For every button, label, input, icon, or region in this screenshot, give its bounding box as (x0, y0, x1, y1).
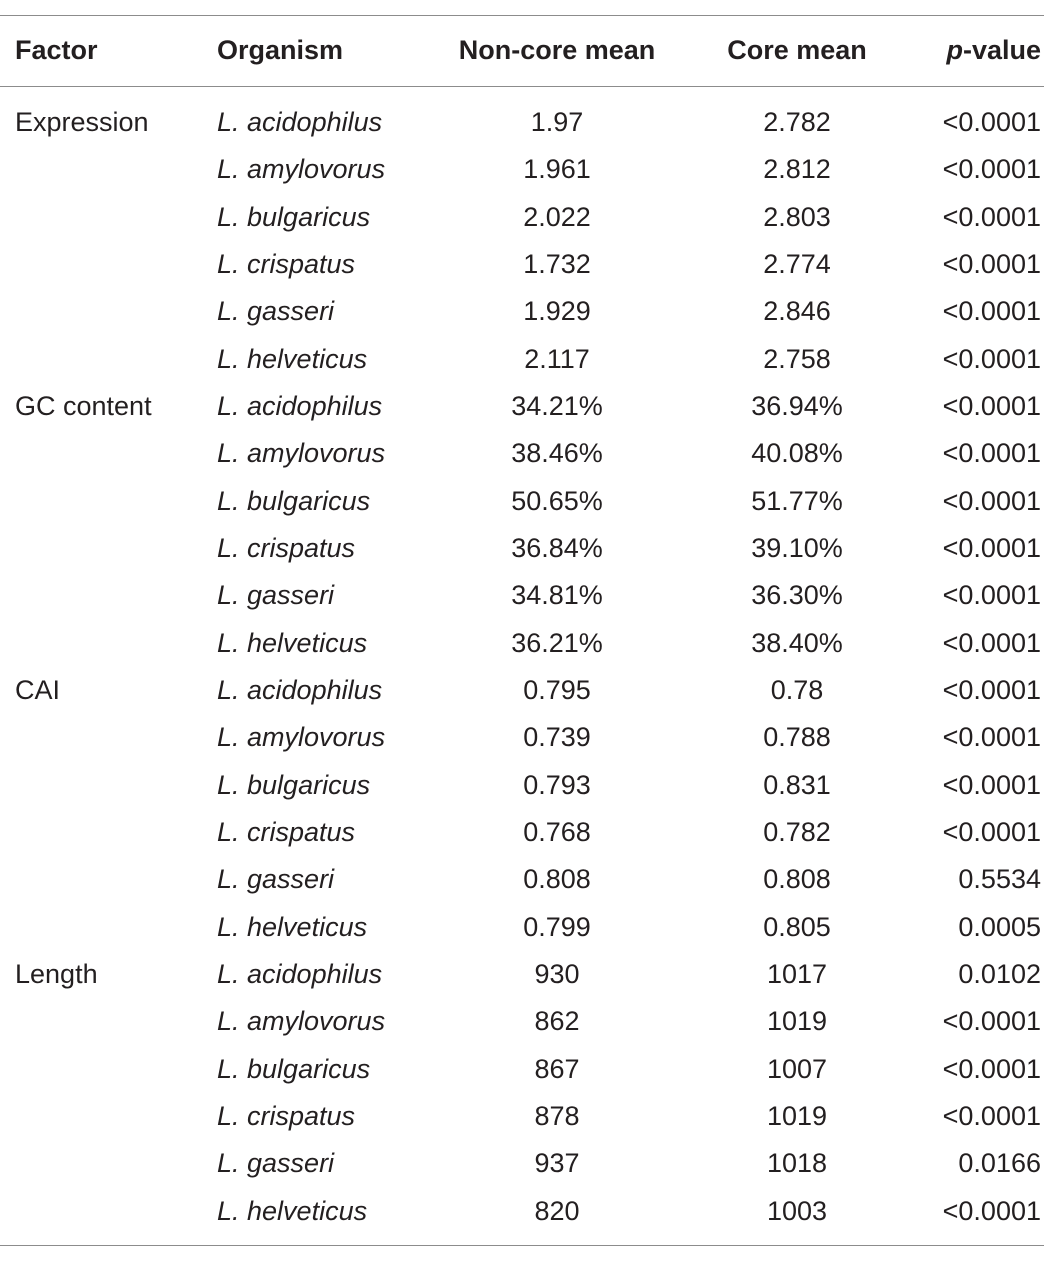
core-mean-cell: 2.803 (763, 201, 831, 232)
core-mean-cell: 38.40% (751, 627, 843, 658)
noncore-mean-cell: 0.799 (523, 911, 591, 942)
organism-cell: L. helveticus (217, 1195, 368, 1226)
organism-cell: L. acidophilus (217, 390, 383, 421)
noncore-mean-cell: 862 (534, 1006, 580, 1037)
noncore-mean-cell: 878 (534, 1100, 580, 1131)
factor-cell: Length (15, 958, 98, 989)
p-value-cell: <0.0001 (942, 1053, 1041, 1084)
noncore-mean-cell: 0.808 (523, 864, 591, 895)
noncore-mean-cell: 36.21% (511, 627, 603, 658)
organism-cell: L. amylovorus (217, 438, 386, 469)
p-value-cell: <0.0001 (942, 201, 1041, 232)
table-row (0, 1093, 1059, 1140)
p-value-cell: <0.0001 (942, 1006, 1041, 1037)
table-row (0, 478, 1059, 525)
core-mean-cell: 0.788 (763, 722, 831, 753)
core-mean-cell: 51.77% (751, 485, 843, 516)
organism-cell: L. helveticus (217, 911, 368, 942)
core-mean-cell: 2.774 (763, 248, 831, 279)
organism-cell: L. bulgaricus (217, 485, 371, 516)
factor-cell: Expression (15, 107, 149, 137)
table-row (0, 1188, 1059, 1235)
core-mean-cell: 0.805 (763, 911, 831, 942)
header-p-suffix: -value (962, 35, 1041, 65)
header-p-letter: p (946, 35, 963, 65)
noncore-mean-cell: 34.81% (511, 580, 603, 611)
p-value-cell: <0.0001 (942, 722, 1041, 753)
p-value-cell: <0.0001 (942, 390, 1041, 421)
header-core-mean: Core mean (727, 35, 867, 65)
p-value-cell: 0.0102 (958, 958, 1041, 989)
table-row (0, 904, 1059, 951)
organism-cell: L. gasseri (217, 296, 335, 327)
core-mean-cell: 1019 (766, 1100, 828, 1131)
noncore-mean-cell: 930 (534, 958, 580, 989)
header-factor: Factor (15, 35, 98, 65)
table-header-row (0, 27, 1059, 74)
core-mean-cell: 2.758 (763, 343, 831, 374)
noncore-mean-cell: 867 (534, 1053, 580, 1084)
core-mean-cell: 1018 (766, 1148, 828, 1179)
core-mean-cell: 2.782 (763, 107, 831, 137)
table-row (0, 856, 1059, 903)
noncore-mean-cell: 2.117 (524, 343, 590, 374)
organism-cell: L. helveticus (217, 343, 368, 374)
table-row (0, 998, 1059, 1045)
core-mean-cell: 40.08% (751, 438, 843, 469)
organism-cell: L. bulgaricus (217, 201, 371, 232)
table-row (0, 714, 1059, 761)
p-value-cell: <0.0001 (942, 580, 1041, 611)
noncore-mean-cell: 2.022 (523, 201, 591, 232)
organism-cell: L. acidophilus (217, 674, 383, 705)
core-mean-cell: 1003 (766, 1195, 828, 1226)
organism-cell: L. crispatus (217, 1100, 356, 1131)
table-row (0, 241, 1059, 288)
core-mean-cell: 36.94% (751, 390, 843, 421)
p-value-cell: <0.0001 (942, 674, 1041, 705)
core-mean-cell: 1019 (766, 1006, 828, 1037)
header-noncore-mean: Non-core mean (458, 35, 656, 65)
p-value-cell: <0.0001 (942, 532, 1041, 563)
p-value-cell: 0.5534 (958, 864, 1041, 895)
table-row (0, 525, 1059, 572)
p-value-cell: <0.0001 (942, 438, 1041, 469)
p-value-cell: <0.0001 (942, 154, 1041, 185)
table-row (0, 762, 1059, 809)
p-value-cell: <0.0001 (942, 816, 1041, 847)
organism-cell: L. amylovorus (217, 154, 386, 185)
table-row (0, 99, 1059, 146)
noncore-mean-cell: 1.97 (530, 107, 584, 137)
core-mean-cell: 2.846 (763, 296, 831, 327)
table-row (0, 430, 1059, 477)
organism-cell: L. bulgaricus (217, 769, 371, 800)
table-row (0, 336, 1059, 383)
organism-cell: L. bulgaricus (217, 1053, 371, 1084)
table-header-rule (0, 86, 1044, 87)
core-mean-cell: 36.30% (751, 580, 843, 611)
table-row (0, 951, 1059, 998)
core-mean-cell: 39.10% (751, 532, 843, 563)
organism-cell: L. gasseri (217, 1148, 335, 1179)
noncore-mean-cell: 1.929 (523, 296, 591, 327)
table-row (0, 1140, 1059, 1187)
organism-cell: L. acidophilus (217, 107, 383, 137)
header-organism: Organism (217, 35, 344, 65)
p-value-cell: 0.0005 (958, 911, 1041, 942)
organism-cell: L. crispatus (217, 816, 356, 847)
organism-cell: L. crispatus (217, 248, 356, 279)
core-mean-cell: 0.782 (763, 816, 831, 847)
noncore-mean-cell: 34.21% (511, 390, 603, 421)
table-top-rule (0, 15, 1044, 16)
p-value-cell: <0.0001 (942, 627, 1041, 658)
table-row (0, 809, 1059, 856)
core-mean-cell: 0.78 (770, 674, 824, 705)
organism-cell: L. gasseri (217, 580, 335, 611)
organism-cell: L. acidophilus (217, 958, 383, 989)
table-row (0, 383, 1059, 430)
factor-cell: CAI (15, 674, 61, 705)
table-row (0, 667, 1059, 714)
noncore-mean-cell: 937 (534, 1148, 580, 1179)
core-mean-cell: 0.831 (763, 769, 831, 800)
table-row (0, 288, 1059, 335)
p-value-cell: 0.0166 (958, 1148, 1041, 1179)
table-row (0, 1046, 1059, 1093)
p-value-cell: <0.0001 (942, 769, 1041, 800)
core-mean-cell: 1017 (766, 958, 828, 989)
organism-cell: L. gasseri (217, 864, 335, 895)
noncore-mean-cell: 50.65% (511, 485, 603, 516)
noncore-mean-cell: 0.795 (523, 674, 591, 705)
noncore-mean-cell: 38.46% (511, 438, 603, 469)
table-row (0, 146, 1059, 193)
noncore-mean-cell: 820 (534, 1195, 580, 1226)
table-row (0, 572, 1059, 619)
core-mean-cell: 1007 (766, 1053, 828, 1084)
table-bottom-rule (0, 1245, 1044, 1246)
p-value-cell: <0.0001 (942, 296, 1041, 327)
noncore-mean-cell: 1.732 (523, 248, 591, 279)
p-value-cell: <0.0001 (942, 248, 1041, 279)
p-value-cell: <0.0001 (942, 485, 1041, 516)
table-row (0, 194, 1059, 241)
organism-cell: L. amylovorus (217, 722, 386, 753)
noncore-mean-cell: 0.793 (523, 769, 591, 800)
organism-cell: L. helveticus (217, 627, 368, 658)
header-p-value (946, 27, 1041, 74)
core-mean-cell: 2.812 (763, 154, 831, 185)
table-row (0, 620, 1059, 667)
p-value-cell: <0.0001 (942, 107, 1041, 137)
factor-cell: GC content (15, 390, 152, 421)
p-value-cell: <0.0001 (942, 1100, 1041, 1131)
organism-cell: L. crispatus (217, 532, 356, 563)
noncore-mean-cell: 1.961 (523, 154, 591, 185)
p-value-cell: <0.0001 (942, 343, 1041, 374)
organism-cell: L. amylovorus (217, 1006, 386, 1037)
noncore-mean-cell: 36.84% (511, 532, 603, 563)
p-value-cell: <0.0001 (942, 1195, 1041, 1226)
noncore-mean-cell: 0.768 (523, 816, 591, 847)
noncore-mean-cell: 0.739 (523, 722, 591, 753)
core-mean-cell: 0.808 (763, 864, 831, 895)
